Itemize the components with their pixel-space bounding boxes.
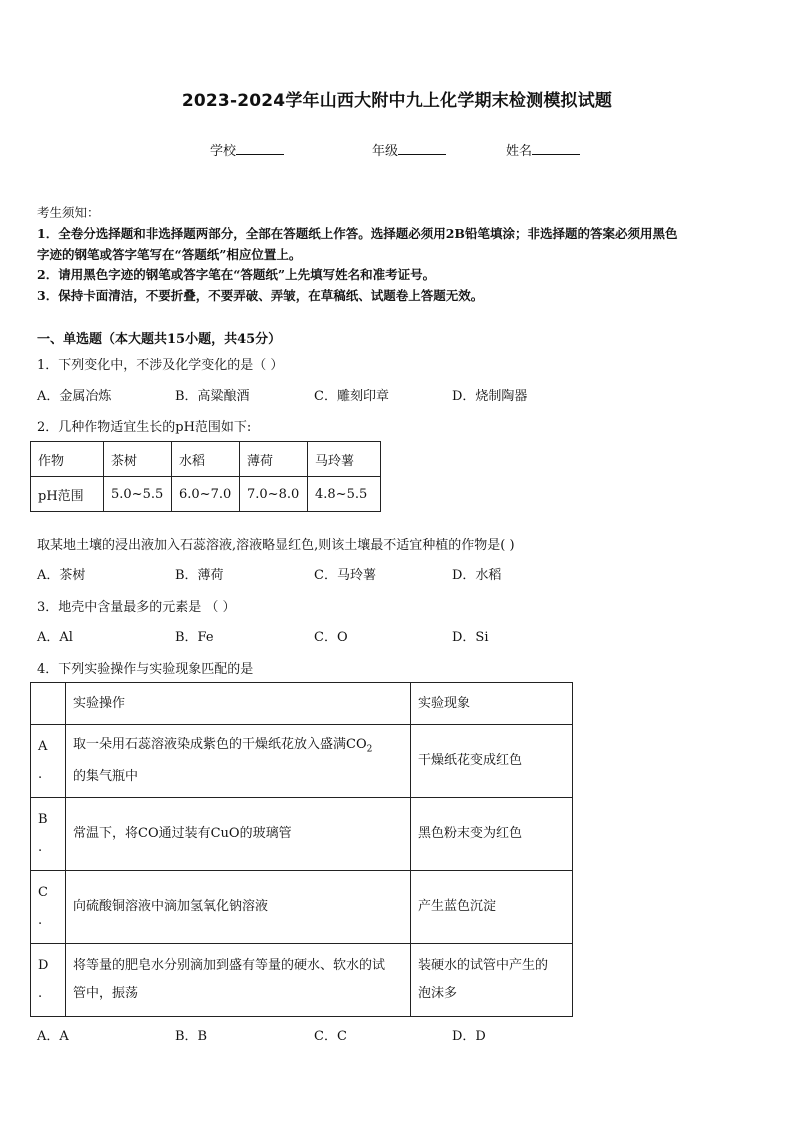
table-cell [411, 944, 573, 1017]
phenomenon-text-cont: 泡沫多 [418, 986, 458, 1001]
table-cell: pH范围 [31, 477, 104, 512]
q2-stem: 2．几种作物适宜生长的pH范围如下: [37, 420, 252, 435]
table-row [31, 477, 381, 512]
q4-option-c: C．C [314, 1029, 347, 1044]
school-field [210, 140, 284, 159]
phenomenon-text: 装硬水的试管中产生的 [418, 958, 549, 973]
q1-stem: 1．下列变化中，不涉及化学变化的是（ ） [37, 358, 284, 373]
q1-option-d: D．烧制陶器 [452, 389, 528, 404]
operation-text-cont: 的集气瓶中 [73, 769, 139, 785]
table-cell: 常温下，将CO通过装有CuO的玻璃管 [66, 798, 411, 871]
q3-option-c: C．O [314, 630, 348, 645]
q3-option-a: A．Al [37, 630, 73, 645]
subscript: 2 [366, 744, 373, 755]
table-cell: 7.0~8.0 [240, 477, 308, 512]
row-letter: C [38, 885, 48, 900]
table-row [31, 683, 573, 725]
q2-option-d: D．水稻 [452, 568, 502, 583]
q1-option-a: A．金属冶炼 [37, 389, 112, 404]
table-cell: 4.8~5.5 [308, 477, 381, 512]
table-cell: 黑色粉末变为红色 [411, 798, 573, 871]
row-letter: A [38, 739, 48, 754]
row-letter-cell: A . [31, 725, 66, 798]
table-cell: 实验操作 [66, 683, 411, 725]
table-row [31, 725, 573, 798]
q2-question: 取某地土壤的浸出液加入石蕊溶液,溶液略显红色,则该土壤最不适宜种植的作物是( ) [37, 538, 515, 553]
table-cell: 马玲薯 [308, 442, 381, 477]
table-cell: 实验现象 [411, 683, 573, 725]
q2-ph-table [30, 441, 381, 512]
grade-label: 年级 [372, 144, 399, 159]
section-heading: 一、单选题（本大题共15小题，共45分） [37, 332, 282, 347]
q4-option-b: B．B [175, 1029, 208, 1044]
q3-option-d: D．Si [452, 630, 489, 645]
school-blank [236, 142, 284, 155]
table-cell: 作物 [31, 442, 104, 477]
q4-experiment-table [30, 682, 573, 1017]
q2-option-b: B．薄荷 [175, 568, 224, 583]
table-row [31, 442, 381, 477]
table-cell: 薄荷 [240, 442, 308, 477]
name-label: 姓名 [506, 144, 533, 159]
notice-item-1-cont: 字迹的钢笔或答字笔写在“答题纸”相应位置上。 [37, 247, 302, 262]
notice-item-2: 2．请用黑色字迹的钢笔或答字笔在“答题纸”上先填写姓名和准考证号。 [37, 267, 436, 282]
table-cell: 干燥纸花变成红色 [411, 725, 573, 798]
school-label: 学校 [210, 144, 237, 159]
table-cell: 向硫酸铜溶液中滴加氢氧化钠溶液 [66, 871, 411, 944]
q4-option-d: D．D [452, 1029, 486, 1044]
q1-option-c: C．雕刻印章 [314, 389, 389, 404]
q4-option-a: A．A [37, 1029, 69, 1044]
q1-option-b: B．高粱酿酒 [175, 389, 250, 404]
table-cell: 水稻 [172, 442, 240, 477]
q2-option-c: C．马玲薯 [314, 568, 376, 583]
table-cell: 产生蓝色沉淀 [411, 871, 573, 944]
table-row [31, 871, 573, 944]
notice-item-3: 3．保持卡面清洁，不要折叠，不要弄破、弄皱，在草稿纸、试题卷上答题无效。 [37, 288, 484, 303]
name-blank [532, 142, 580, 155]
table-row [31, 798, 573, 871]
table-cell [66, 725, 411, 798]
table-cell: 6.0~7.0 [172, 477, 240, 512]
grade-field [372, 140, 446, 159]
grade-blank [398, 142, 446, 155]
table-row [31, 944, 573, 1017]
q4-stem: 4．下列实验操作与实验现象匹配的是 [37, 662, 254, 677]
row-letter-cell: D . [31, 944, 66, 1017]
q2-option-a: A．茶树 [37, 568, 86, 583]
table-cell [66, 944, 411, 1017]
table-cell: 茶树 [104, 442, 172, 477]
table-cell: 5.0~5.5 [104, 477, 172, 512]
notice-item-1: 1．全卷分选择题和非选择题两部分，全部在答题纸上作答。选择题必须用2B铅笔填涂；非选择题的答案必须用黑色 [37, 226, 678, 241]
row-letter: D [38, 958, 49, 973]
row-letter: B [38, 812, 48, 827]
row-letter-cell: B . [31, 798, 66, 871]
q3-stem: 3．地壳中含量最多的元素是 （ ） [37, 600, 236, 615]
operation-text: 将等量的肥皂水分别滴加到盛有等量的硬水、软水的试 [73, 958, 386, 973]
operation-text: 取一朵用石蕊溶液染成紫色的干燥纸花放入盛满CO [73, 736, 367, 752]
notice-heading: 考生须知： [37, 205, 100, 220]
row-letter-cell: C . [31, 871, 66, 944]
operation-text-cont: 管中，振荡 [73, 986, 139, 1001]
q3-option-b: B．Fe [175, 630, 214, 645]
name-field [506, 140, 580, 159]
page-title: 2023-2024学年山西大附中九上化学期末检测模拟试题 [181, 91, 613, 111]
table-cell [31, 683, 66, 725]
